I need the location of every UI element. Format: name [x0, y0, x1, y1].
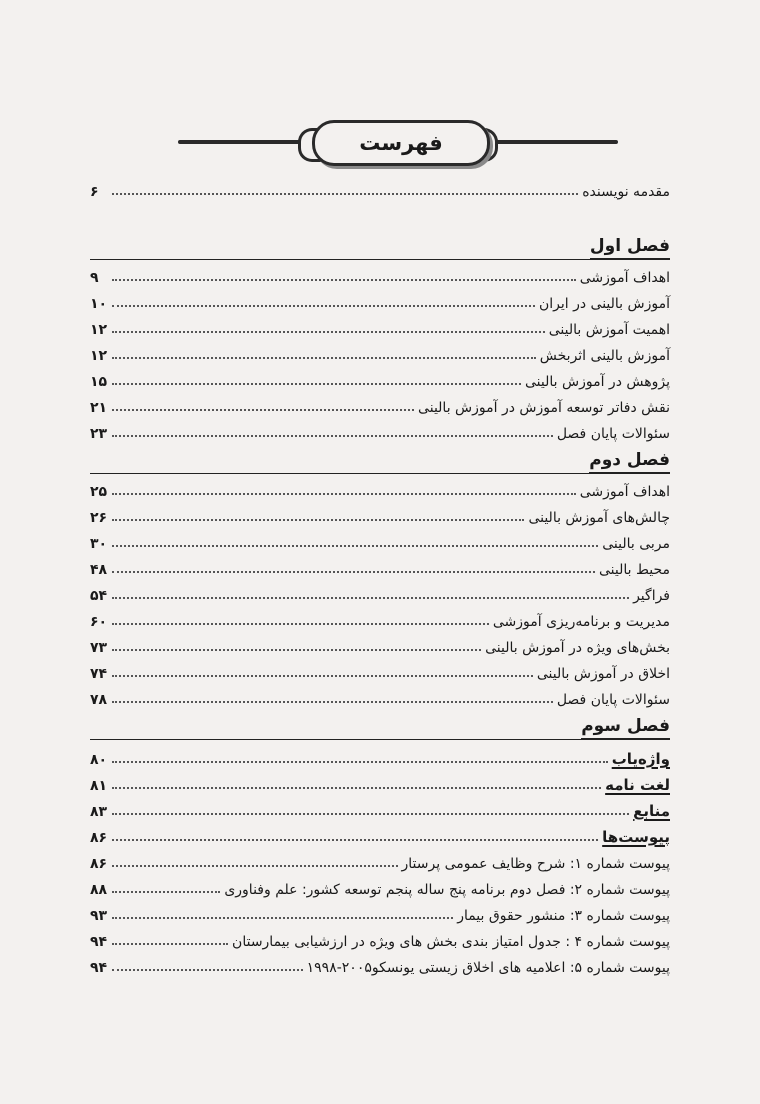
chapter-title: فصل اول	[590, 236, 670, 260]
dot-leader	[112, 623, 489, 625]
toc-entry-appendix[interactable]	[90, 874, 670, 898]
toc-entry[interactable]	[90, 528, 670, 552]
entry-page: ۱۲	[90, 322, 108, 338]
entry-page: ۱۵	[90, 374, 108, 390]
entry-label: اهداف آموزشی	[579, 484, 670, 500]
entry-label: فراگیر	[633, 588, 670, 604]
dot-leader	[112, 357, 536, 359]
dot-leader	[112, 331, 545, 333]
entry-page: ۷۳	[90, 640, 108, 656]
entry-page: ۶۰	[90, 614, 108, 630]
entry-label: پژوهش در آموزش بالینی	[525, 374, 670, 390]
entry-label: پیوست شماره ۳: منشور حقوق بیمار	[457, 908, 670, 924]
entry-page: ۸۰	[90, 752, 108, 768]
entry-page: ۹۳	[90, 908, 108, 924]
entry-page: ۷۴	[90, 666, 108, 682]
entry-page: ۲۱	[90, 400, 108, 416]
heading-rule	[90, 259, 670, 260]
dot-leader	[112, 761, 608, 763]
chapter-title: فصل سوم	[581, 716, 670, 740]
dot-leader	[112, 571, 595, 573]
toc-entry-appendix[interactable]	[90, 926, 670, 950]
toc-entry[interactable]	[90, 554, 670, 578]
dot-leader	[112, 943, 228, 945]
chapter-title: فصل دوم	[589, 450, 670, 474]
toc-entry[interactable]	[90, 288, 670, 312]
dot-leader	[112, 701, 553, 703]
entry-page: ۹۴	[90, 960, 108, 976]
entry-page: ۸۳	[90, 804, 108, 820]
entry-page: ۳۰	[90, 536, 108, 552]
entry-page: ۱۰	[90, 296, 108, 312]
entry-label: اهداف آموزشی	[579, 270, 670, 286]
toc-entry[interactable]	[90, 502, 670, 526]
toc-entry[interactable]	[90, 632, 670, 656]
toc-title-banner	[178, 118, 618, 168]
dot-leader	[112, 839, 598, 841]
banner-rule-right	[480, 140, 618, 144]
toc-entry-appendix[interactable]	[90, 900, 670, 924]
entry-label: پیوست شماره ۴ : جدول امتیاز بندی بخش های ویژه در ارزشیابی بیمارستان	[232, 934, 670, 950]
dot-leader	[112, 519, 524, 521]
chapter-heading	[90, 450, 670, 476]
entry-page: ۷۸	[90, 692, 108, 708]
chapter-heading	[90, 716, 670, 742]
entry-label: آموزش بالینی در ایران	[538, 296, 670, 312]
toc-entry[interactable]	[90, 580, 670, 604]
toc-entry[interactable]	[90, 606, 670, 630]
entry-page: ۸۸	[90, 882, 108, 898]
dot-leader	[112, 279, 576, 281]
toc-entry-backmatter[interactable]	[90, 770, 670, 794]
heading-rule	[90, 473, 670, 474]
toc-entry-appendix[interactable]	[90, 848, 670, 872]
entry-page: ۲۳	[90, 426, 108, 442]
entry-label: پیوست شماره ۱: شرح وظایف عمومی پرستار	[401, 856, 670, 872]
toc-entry-backmatter[interactable]	[90, 822, 670, 846]
entry-label: محیط بالینی	[598, 562, 670, 578]
entry-label: منابع	[633, 802, 670, 820]
toc-entry-appendix[interactable]	[90, 952, 670, 976]
dot-leader	[112, 193, 578, 195]
dot-leader	[112, 865, 398, 867]
dot-leader	[112, 493, 576, 495]
entry-label: پیوست شماره ۲: فصل دوم برنامه پنج ساله پنجم توسعه کشور: علم وفناوری	[224, 882, 670, 898]
entry-page: ۱۲	[90, 348, 108, 364]
toc-entry[interactable]	[90, 366, 670, 390]
dot-leader	[112, 305, 535, 307]
entry-page: ۲۵	[90, 484, 108, 500]
entry-label: پیوست‌ها	[602, 828, 670, 846]
entry-page: ۲۶	[90, 510, 108, 526]
entry-label: مربی بالینی	[602, 536, 670, 552]
entry-label: چالش‌های آموزش بالینی	[528, 510, 670, 526]
entry-label: سئوالات پایان فصل	[556, 692, 670, 708]
entry-page: ۸۶	[90, 856, 108, 872]
entry-page: ۸۶	[90, 830, 108, 846]
entry-label: بخش‌های ویژه در آموزش بالینی	[485, 640, 670, 656]
entry-label: واژه‌یاب	[611, 750, 670, 768]
heading-rule	[90, 739, 670, 740]
entry-page: ۵۴	[90, 588, 108, 604]
entry-page: ۴۸	[90, 562, 108, 578]
toc-entry[interactable]	[90, 658, 670, 682]
toc-entry[interactable]	[90, 340, 670, 364]
toc-entry[interactable]	[90, 392, 670, 416]
toc-entry-backmatter[interactable]	[90, 744, 670, 768]
toc-entry-backmatter[interactable]	[90, 796, 670, 820]
dot-leader	[112, 649, 481, 651]
dot-leader	[112, 969, 303, 971]
dot-leader	[112, 891, 220, 893]
entry-label: مقدمه نویسنده	[582, 184, 670, 200]
entry-label: اخلاق در آموزش بالینی	[536, 666, 670, 682]
entry-label: سئوالات پایان فصل	[556, 426, 670, 442]
chapter-heading	[90, 236, 670, 262]
entry-label: آموزش بالینی اثربخش	[539, 348, 670, 364]
dot-leader	[112, 545, 598, 547]
entry-label: اهمیت آموزش بالینی	[548, 322, 670, 338]
toc-entry[interactable]	[90, 262, 670, 286]
toc-title: فهرست	[312, 120, 490, 166]
banner-rule-left	[178, 140, 316, 144]
dot-leader	[112, 383, 521, 385]
toc-entry[interactable]	[90, 418, 670, 442]
dot-leader	[112, 409, 414, 411]
dot-leader	[112, 597, 629, 599]
toc-entry[interactable]	[90, 314, 670, 338]
dot-leader	[112, 435, 553, 437]
entry-label: مدیریت و برنامه‌ریزی آموزشی	[492, 614, 670, 630]
entry-page: ۶	[90, 184, 99, 200]
entry-page: ۸۱	[90, 778, 108, 794]
entry-label: پیوست شماره ۵: اعلامیه های اخلاق زیستی یونسکو۲۰۰۵-۱۹۹۸	[306, 960, 670, 976]
toc-entry-intro[interactable]	[90, 176, 670, 200]
entry-page: ۹۴	[90, 934, 108, 950]
dot-leader	[112, 917, 453, 919]
entry-label: نقش دفاتر توسعه آموزش در آموزش بالینی	[418, 400, 670, 416]
toc-entry[interactable]	[90, 684, 670, 708]
toc-entry[interactable]	[90, 476, 670, 500]
dot-leader	[112, 813, 629, 815]
entry-page: ۹	[90, 270, 99, 286]
dot-leader	[112, 787, 601, 789]
entry-label: لغت نامه	[605, 776, 670, 794]
dot-leader	[112, 675, 533, 677]
